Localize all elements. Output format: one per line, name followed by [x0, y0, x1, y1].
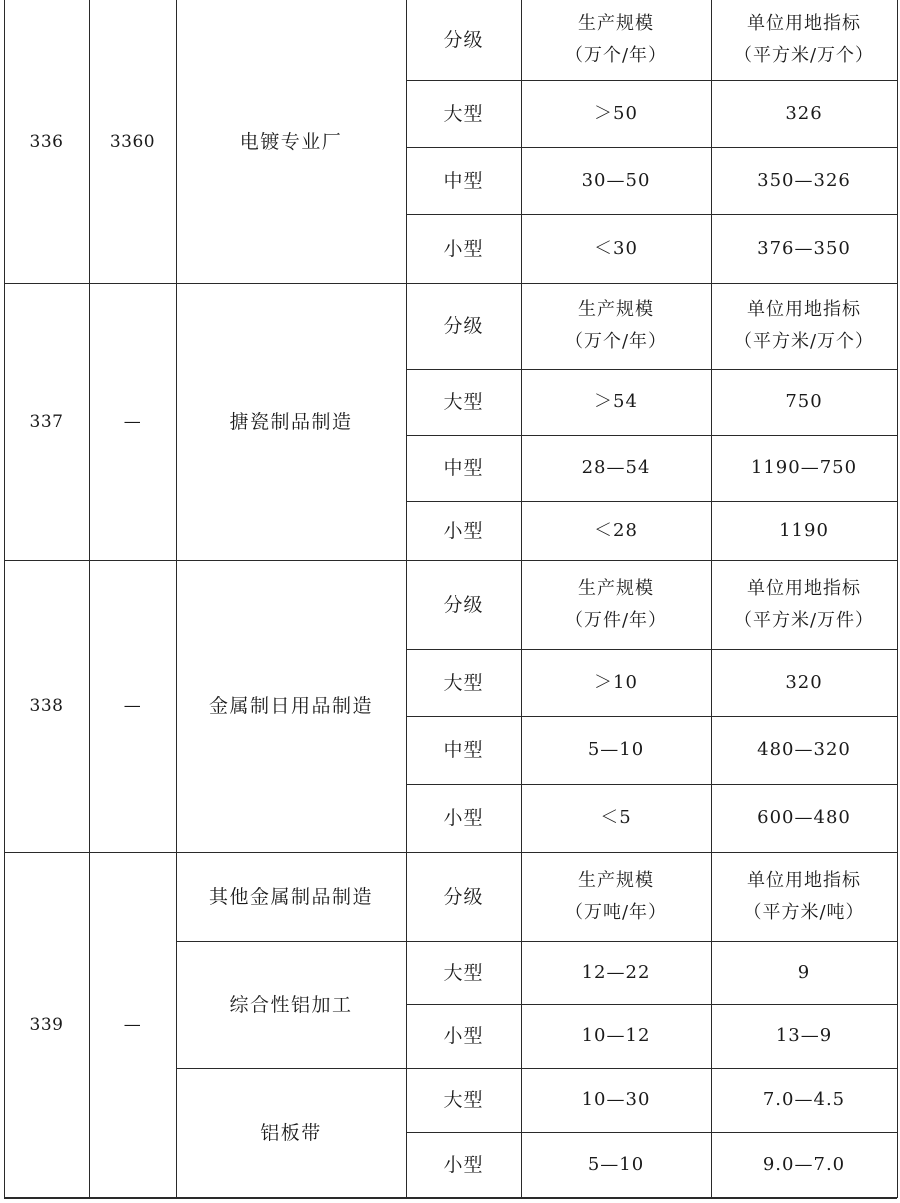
category-code: 336 — [29, 131, 64, 152]
subcategory-code: — — [123, 411, 142, 432]
scale-cell: 10—30 — [581, 1089, 651, 1110]
grade-cell: 中型 — [443, 457, 484, 479]
land-index-cell: 480—320 — [757, 739, 851, 760]
grade-cell: 中型 — [443, 169, 484, 192]
grade-header: 分级 — [443, 29, 484, 51]
scale-header: 生产规模 （万件/年） — [564, 577, 668, 631]
land-index-cell: 13—9 — [775, 1025, 833, 1046]
grade-cell: 小型 — [443, 1025, 484, 1047]
grade-cell: 大型 — [443, 1089, 484, 1111]
subcategory-code: 3360 — [109, 131, 156, 152]
category-code: 337 — [29, 411, 64, 432]
industry-name: 搪瓷制品制造 — [229, 410, 353, 433]
grade-cell: 大型 — [443, 961, 484, 984]
land-index-cell: 1190—750 — [750, 457, 858, 478]
scale-header: 生产规模 （万个/年） — [564, 13, 668, 66]
scale-header: 生产规模 （万个/年） — [564, 299, 668, 352]
grade-cell: 中型 — [443, 739, 484, 761]
land-index-header: 单位用地指标 （平方米/万个） — [733, 299, 875, 352]
grade-header: 分级 — [443, 885, 484, 908]
land-index-cell: 376—350 — [757, 237, 851, 259]
land-index-cell: 600—480 — [757, 807, 851, 828]
grade-cell: 小型 — [443, 1154, 484, 1176]
category-code: 339 — [29, 1015, 64, 1035]
scale-cell: 28—54 — [581, 457, 651, 478]
land-index-cell: 7.0—4.5 — [762, 1089, 846, 1110]
subcategory-code: — — [123, 696, 142, 716]
land-index-cell: 1190 — [779, 519, 829, 541]
industry-name: 金属制日用品制造 — [208, 695, 373, 717]
scale-cell: 5—10 — [587, 739, 645, 760]
sub-industry-name: 综合性铝加工 — [229, 993, 353, 1016]
sub-industry-name: 铝板带 — [260, 1122, 322, 1144]
scale-cell: ＜30 — [594, 237, 638, 259]
subcategory-code: — — [123, 1015, 142, 1035]
category-code: 338 — [29, 696, 64, 716]
industry-name: 电镀专业厂 — [239, 130, 343, 153]
scale-cell: ＜28 — [594, 519, 638, 541]
scale-cell: ＞50 — [594, 102, 638, 124]
scale-cell: ＜5 — [600, 807, 632, 828]
land-index-header: 单位用地指标 （平方米/万件） — [733, 577, 875, 631]
land-index-header: 单位用地指标 （平方米/万个） — [733, 13, 875, 66]
grade-cell: 大型 — [443, 671, 484, 694]
land-index-cell: 320 — [785, 671, 823, 693]
scale-cell: ＞10 — [594, 671, 638, 693]
land-index-cell: 750 — [785, 391, 823, 412]
grade-cell: 大型 — [443, 102, 484, 125]
land-index-cell: 326 — [785, 102, 823, 124]
grade-cell: 小型 — [443, 237, 484, 260]
scale-cell: 30—50 — [581, 169, 651, 191]
land-index-cell: 9 — [797, 961, 811, 983]
grade-cell: 大型 — [443, 391, 484, 413]
land-index-cell: 9.0—7.0 — [762, 1154, 846, 1175]
land-index-header: 单位用地指标 （平方米/吨） — [743, 869, 865, 923]
grade-cell: 小型 — [443, 519, 484, 542]
scale-cell: ＞54 — [594, 391, 638, 412]
grade-header: 分级 — [443, 315, 484, 337]
land-index-cell: 350—326 — [757, 169, 851, 191]
scale-cell: 10—12 — [581, 1025, 651, 1046]
scale-cell: 5—10 — [587, 1154, 645, 1175]
scale-cell: 12—22 — [581, 961, 651, 983]
grade-header: 分级 — [443, 593, 484, 616]
industry-name: 其他金属制品制造 — [208, 885, 373, 908]
grade-cell: 小型 — [443, 807, 484, 829]
scale-header: 生产规模 （万吨/年） — [564, 869, 668, 923]
